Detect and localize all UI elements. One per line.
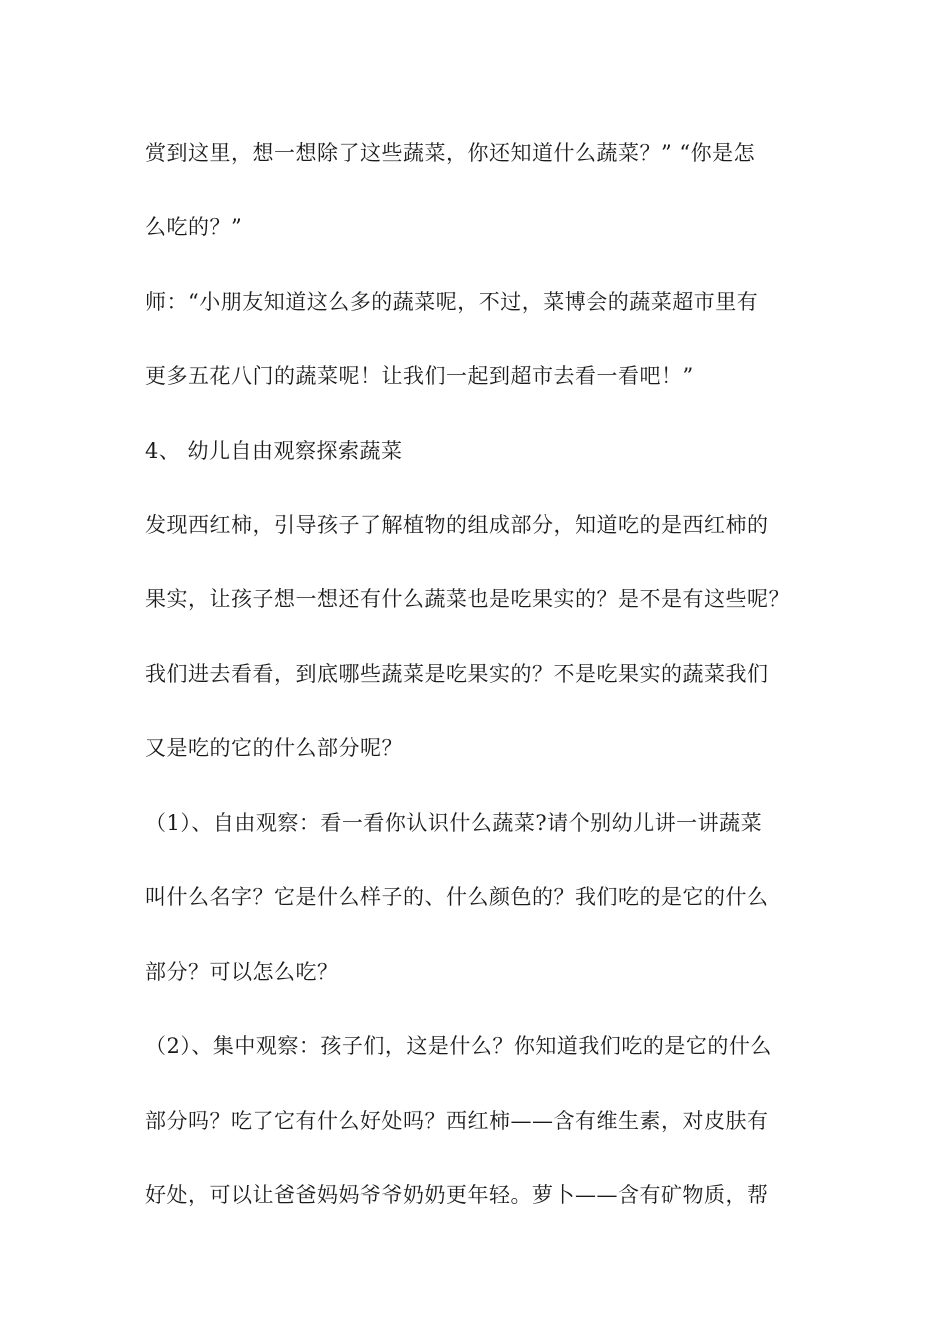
text-line: 更多五花八门的蔬菜呢！让我们一起到超市去看一看吧！” (145, 364, 694, 388)
text-line: 好处，可以让爸爸妈妈爷爷奶奶更年轻。萝卜——含有矿物质，帮 (145, 1183, 769, 1207)
text-line: 叫什么名字？它是什么样子的、什么颜色的？我们吃的是它的什么 (145, 885, 769, 909)
text-line: 又是吃的它的什么部分呢？ (145, 736, 403, 760)
text-line: 赏到这里，想一想除了这些蔬菜，你还知道什么蔬菜？” “你是怎 (145, 141, 756, 165)
text-line: 部分吗？吃了它有什么好处吗？西红柿——含有维生素，对皮肤有 (145, 1109, 769, 1133)
text-line: 果实，让孩子想一想还有什么蔬菜也是吃果实的？是不是有这些呢？ (145, 587, 790, 611)
text-line: 我们进去看看，到底哪些蔬菜是吃果实的？不是吃果实的蔬菜我们 (145, 662, 769, 686)
text-line: （2）、集中观察：孩子们，这是什么？你知道我们吃的是它的什么 (145, 1034, 772, 1058)
text-line: 部分？可以怎么吃？ (145, 960, 339, 984)
text-line: 师：“小朋友知道这么多的蔬菜呢，不过，菜博会的蔬菜超市里有 (145, 290, 759, 314)
text-line: 么吃的？” (145, 215, 243, 239)
text-line: 发现西红柿，引导孩子了解植物的组成部分，知道吃的是西红柿的 (145, 513, 769, 537)
text-line: （1）、自由观察：看一看你认识什么蔬菜?请个别幼儿讲一讲蔬菜 (145, 811, 763, 835)
section-heading: 4、 幼儿自由观察探索蔬菜 (145, 439, 403, 463)
